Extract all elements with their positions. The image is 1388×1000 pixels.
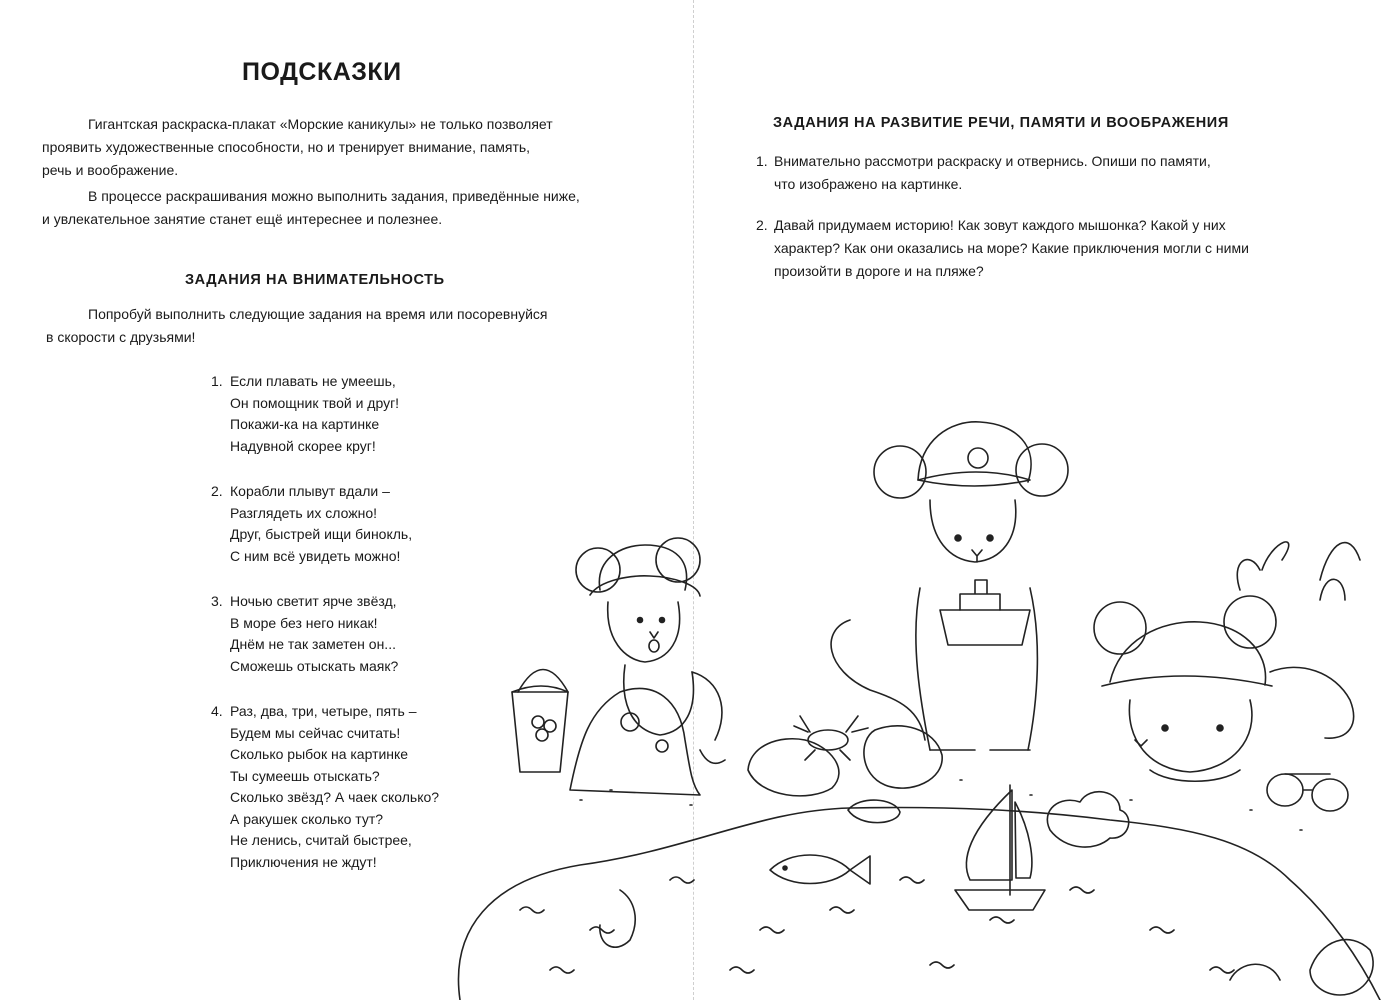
task-number: 2. xyxy=(756,217,768,233)
poem-line: Разглядеть их сложно! xyxy=(230,504,377,521)
page-title: ПОДСКАЗКИ xyxy=(242,58,402,86)
task-line: характер? Как они оказались на море? Какие приключения могли с ними xyxy=(774,240,1249,256)
beach-mice-coloring-icon xyxy=(430,410,1388,1000)
poem-line: Не ленись, считай быстрее, xyxy=(230,832,412,848)
poem-line: Сможешь отыскать маяк? xyxy=(230,657,399,674)
poem-line: Сколько рыбок на картинке xyxy=(230,746,409,762)
cloud-icon xyxy=(1047,792,1128,847)
seashell-icon xyxy=(1310,940,1373,995)
poem-line: Надувной скорее круг! xyxy=(230,437,376,454)
task-line: Внимательно рассмотри раскраску и отвернись. Опиши по памяти, xyxy=(774,153,1211,169)
poem-line: Покажи-ка на картинке xyxy=(230,416,380,432)
poem-line: Ночью светит ярче звёзд, xyxy=(230,593,397,609)
intro-line: проявить художественные способности, но и тренирует внимание, память, xyxy=(42,139,531,155)
mouse-captain-icon xyxy=(831,422,1068,750)
intro-line: Гигантская раскраска-плакат «Морские каникулы» не только позволяет xyxy=(88,116,553,132)
poem-1 xyxy=(211,371,399,457)
fish-icon xyxy=(600,855,870,947)
poem-number: 3. xyxy=(211,593,223,609)
poem-line: Будем мы сейчас считать! xyxy=(230,724,401,741)
poem-line: Если плавать не умеешь, xyxy=(230,373,396,389)
speech-heading: ЗАДАНИЯ НА РАЗВИТИЕ РЕЧИ, ПАМЯТИ И ВООБРАЖЕНИЯ xyxy=(773,115,1229,131)
poem-line: С ним всё увидеть можно! xyxy=(230,547,401,564)
mouse-left-icon xyxy=(576,538,725,763)
poem-number: 4. xyxy=(211,703,223,719)
poem-number: 1. xyxy=(211,373,223,389)
poem-4 xyxy=(211,701,439,873)
poem-line: Он помощник твой и друг! xyxy=(230,394,400,411)
crab-icon xyxy=(794,716,868,760)
attention-intro-line: в скорости с друзьями! xyxy=(46,329,196,345)
intro-paragraph xyxy=(42,113,553,182)
poem-line: Сколько звёзд? А чаек сколько? xyxy=(230,789,440,805)
poem-line: Раз, два, три, четыре, пять – xyxy=(230,703,417,719)
poem-line: А ракушек сколько тут? xyxy=(230,810,384,827)
intro-line: и увлекательное занятие станет ещё интереснее и полезнее. xyxy=(42,211,443,227)
poem-line: Ты сумеешь отыскать? xyxy=(230,767,380,784)
mouse-lying-icon xyxy=(1094,542,1360,781)
poem-line: Приключения не ждут! xyxy=(230,853,377,870)
poem-2 xyxy=(211,481,412,567)
intro-line: речь и воображение. xyxy=(42,162,179,178)
task-1 xyxy=(756,150,1211,196)
task-2 xyxy=(756,214,1249,283)
rock-icon xyxy=(748,739,839,796)
poem-number: 2. xyxy=(211,483,223,499)
poem-line: Корабли плывут вдали – xyxy=(230,483,390,499)
task-number: 1. xyxy=(756,153,768,169)
sandcastle-icon xyxy=(570,689,700,795)
bucket-icon xyxy=(512,670,568,773)
poem-3 xyxy=(211,591,398,677)
intro-paragraph-2 xyxy=(42,185,580,231)
attention-intro xyxy=(46,303,548,349)
task-line: произойти в дороге и на пляже? xyxy=(774,263,984,279)
task-line: Давай придумаем историю! Как зовут каждого мышонка? Какой у них xyxy=(774,217,1226,233)
binoculars-icon xyxy=(1267,774,1348,811)
attention-heading: ЗАДАНИЯ НА ВНИМАТЕЛЬНОСТЬ xyxy=(185,272,445,288)
poem-line: Друг, быстрей ищи бинокль, xyxy=(230,526,413,542)
sailboat-icon xyxy=(955,785,1045,910)
poem-line: В море без него никак! xyxy=(230,614,378,631)
sea-water xyxy=(459,808,1381,1000)
task-line: что изображено на картинке. xyxy=(774,176,963,192)
intro-line: В процессе раскрашивания можно выполнить задания, приведённые ниже, xyxy=(88,188,580,204)
attention-intro-line: Попробуй выполнить следующие задания на время или посоревнуйся xyxy=(88,306,548,322)
poem-line: Днём не так заметен он... xyxy=(230,636,396,652)
